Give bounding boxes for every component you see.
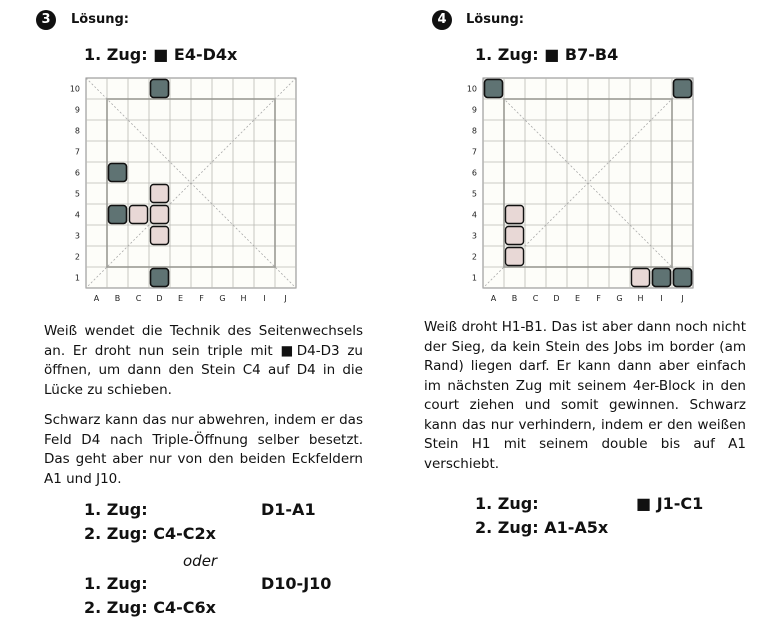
row-label: 1 (471, 273, 477, 283)
dark-stone (109, 164, 127, 182)
explanation-text (424, 318, 746, 485)
light-stone (632, 269, 650, 287)
solution-heading: Lösung: (71, 12, 129, 27)
first-move-notation: B7-B4 (564, 45, 619, 64)
explanation-text (44, 322, 363, 500)
row-label: 7 (74, 147, 80, 157)
column-label: F (596, 294, 601, 303)
game-board (60, 70, 310, 305)
row-label: 10 (69, 84, 80, 94)
dark-stone (674, 80, 692, 98)
row-label: 2 (471, 252, 477, 262)
column-label: E (574, 294, 581, 303)
stone-marker-icon: ■ (544, 45, 560, 64)
first-move (84, 45, 237, 64)
move-line: 2. Zug: A1-A5x (475, 518, 609, 537)
puzzle-number-badge: 4 (432, 10, 452, 30)
column-label: D (156, 294, 163, 303)
row-label: 5 (74, 189, 80, 199)
column-label: B (114, 294, 121, 303)
stone-marker-icon: ■ (153, 45, 169, 64)
move-line: 1. Zug: (84, 574, 148, 593)
row-label: 5 (471, 189, 477, 199)
game-board (457, 70, 707, 305)
column-label: C (532, 294, 539, 303)
row-label: 6 (74, 168, 80, 178)
column-label: H (637, 294, 644, 303)
row-label: 3 (471, 231, 477, 241)
dark-stone (485, 80, 503, 98)
light-stone (130, 206, 148, 224)
column-label: F (199, 294, 204, 303)
light-stone (506, 248, 524, 266)
light-stone (151, 185, 169, 203)
column-label: J (284, 294, 287, 303)
column-label: I (660, 294, 663, 303)
move-line: 2. Zug: C4-C6x (84, 598, 216, 617)
row-label: 9 (471, 105, 477, 115)
explanation-paragraph: Weiß wendet die Technik des Seitenwechsels an. Er droht nun sein triple mit ■D4-D3 zu öffnen, um dann den Stein C4 auf D4 in die Lücke zu schieben. (44, 323, 363, 398)
row-label: 3 (74, 231, 80, 241)
row-label: 8 (74, 126, 80, 136)
row-label: 7 (471, 147, 477, 157)
explanation-paragraph: Weiß droht H1-B1. Das ist aber dann noch nicht der Sieg, da kein Stein des Jobs im border (am Rand) liegen darf. Er kann dann aber einfach im nächsten Zug mit seinem 4er-Block in den court ziehen und somit gewinnen. Schwarz kann das nur verhindern, indem er den weißen Stein H1 mit seinem double bis auf A1 verschiebt. (424, 319, 746, 472)
row-label: 1 (74, 273, 80, 283)
column-label: H (240, 294, 247, 303)
column-label: B (511, 294, 518, 303)
column-label: C (135, 294, 142, 303)
column-label: A (93, 294, 100, 303)
solution-heading: Lösung: (466, 12, 524, 27)
puzzle-number-badge: 3 (36, 10, 56, 30)
light-stone (506, 206, 524, 224)
row-label: 4 (471, 210, 477, 220)
light-stone (151, 227, 169, 245)
column-label: A (490, 294, 497, 303)
row-label: 2 (74, 252, 80, 262)
first-move (475, 45, 618, 64)
dark-stone (151, 269, 169, 287)
row-label: 6 (471, 168, 477, 178)
column-label: I (263, 294, 266, 303)
row-label: 4 (74, 210, 80, 220)
column-label: D (553, 294, 560, 303)
light-stone (506, 227, 524, 245)
dark-stone (653, 269, 671, 287)
move-line: 1. Zug: (475, 494, 539, 513)
row-label: 9 (74, 105, 80, 115)
column-label: E (177, 294, 184, 303)
explanation-paragraph: Schwarz kann das nur abwehren, indem er das Feld D4 nach Triple-Öffnung selber besetzt. Das geht aber nur von den beiden Eckfeldern A1 und J10. (44, 412, 363, 487)
first-move-label: 1. Zug: (475, 45, 539, 64)
first-move-label: 1. Zug: (84, 45, 148, 64)
dark-stone (674, 269, 692, 287)
column-label: J (681, 294, 684, 303)
alternative-label: oder (183, 552, 218, 570)
move-line-right: D10-J10 (261, 574, 332, 593)
move-line-right: ■ J1-C1 (636, 494, 704, 513)
row-label: 8 (471, 126, 477, 136)
row-label: 10 (466, 84, 477, 94)
dark-stone (151, 80, 169, 98)
column-label: G (219, 294, 226, 303)
light-stone (151, 206, 169, 224)
first-move-notation: E4-D4x (173, 45, 238, 64)
move-line-right: D1-A1 (261, 500, 316, 519)
column-label: G (616, 294, 623, 303)
dark-stone (109, 206, 127, 224)
move-line: 2. Zug: C4-C2x (84, 524, 216, 543)
move-line: 1. Zug: (84, 500, 148, 519)
